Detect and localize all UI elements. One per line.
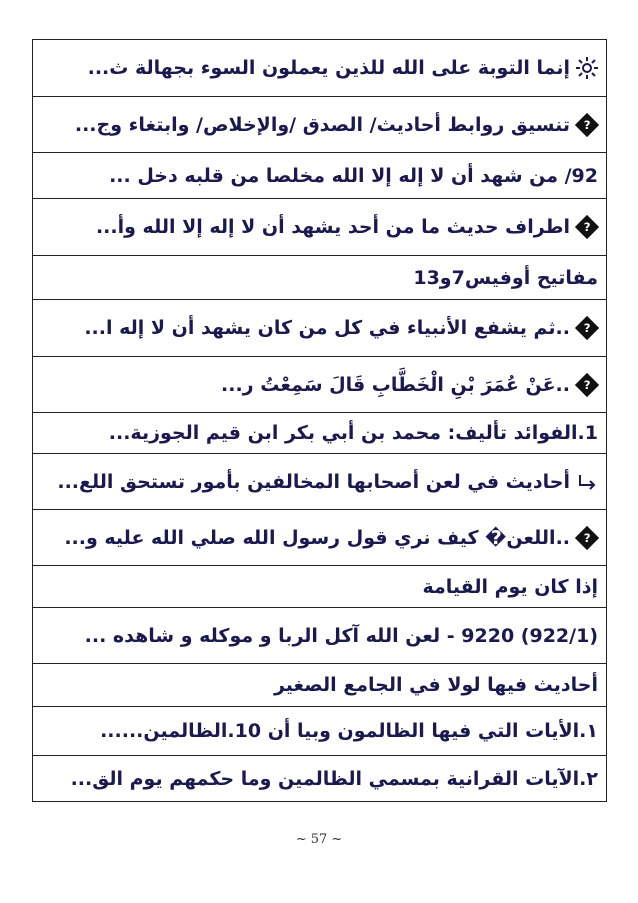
unknown-glyph-icon: ? (575, 316, 599, 340)
toc-row[interactable] (33, 97, 606, 153)
unknown-glyph-icon: ? (575, 372, 599, 396)
unknown-glyph-icon: ? (575, 215, 599, 239)
toc-row-label: أحاديث في لعن أصحابها المخالفين بأمور تستحق اللع... (57, 470, 570, 493)
toc-row[interactable] (33, 566, 606, 608)
toc-row-label: تنسيق روابط أحاديث/ الصدق /والإخلاص/ وابتغاء وج... (74, 113, 570, 136)
toc-row[interactable] (33, 40, 606, 97)
toc-row-label: إنما التوبة على الله للذين يعملون السوء بجهالة ث... (87, 57, 570, 79)
toc-row-label: اطراف حديث ما من أحد يشهد أن لا إله إلا الله وأ... (95, 216, 570, 238)
toc-row[interactable] (33, 454, 606, 510)
toc-row[interactable] (33, 608, 606, 664)
toc-row-label: 92/ من شهد أن لا إله إلا الله مخلصا من قلبه دخل ... (109, 164, 598, 187)
toc-row-label: أحاديث فيها لولا في الجامع الصغير (273, 674, 598, 696)
toc-row-label: (922/1) 9220 - لعن الله آكل الربا و موكله و شاهده ... (84, 624, 598, 647)
toc-row-label: إذا كان يوم القيامة (422, 575, 598, 598)
unknown-glyph-icon: ? (575, 525, 599, 549)
toc-row[interactable] (33, 413, 606, 454)
toc-row-label: ٢.الآيات القرانية بمسمي الظالمين وما حكمهم يوم الق... (70, 767, 598, 790)
toc-row[interactable] (33, 664, 606, 707)
toc-row[interactable] (33, 707, 606, 756)
table-of-contents (32, 39, 607, 802)
toc-row[interactable] (33, 300, 606, 357)
sun-icon (576, 57, 598, 79)
toc-row[interactable] (33, 199, 606, 256)
return-arrow-icon (576, 471, 598, 493)
toc-row-label: ..عَنْ عُمَرَ بْنِ الْخَطَّابِ قَالَ سَمِعْتُ ر... (221, 373, 570, 396)
toc-row-label: ..ثم يشفع الأنبياء في كل من كان يشهد أن لا إله ا... (84, 317, 570, 339)
page-number: ~ 57 ~ (295, 832, 343, 847)
toc-row[interactable] (33, 510, 606, 566)
toc-row-label: ١.الأيات التي فيها الظالمون وبيا أن 10.الظالمين...... (100, 720, 598, 742)
toc-row[interactable] (33, 256, 606, 300)
toc-row-label: ..اللعن� كيف نري قول رسول الله صلي الله عليه و... (64, 526, 570, 549)
toc-row-label: 1.الفوائد تأليف: محمد بن أبي بكر ابن قيم الجوزية... (108, 422, 598, 444)
toc-row-label: مفاتيح أوفيس7و13 (413, 266, 598, 289)
toc-row[interactable] (33, 756, 606, 802)
toc-row[interactable] (33, 153, 606, 199)
toc-row[interactable] (33, 357, 606, 413)
unknown-glyph-icon: ? (575, 112, 599, 136)
